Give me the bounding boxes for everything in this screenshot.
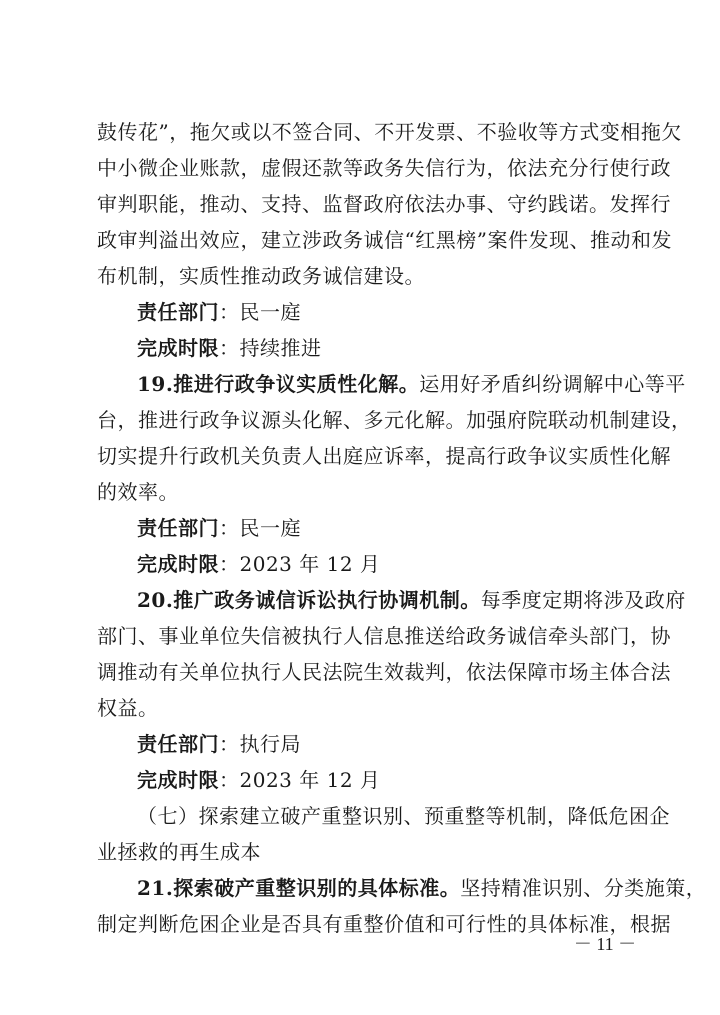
responsible-dept-value: ：执行局 bbox=[219, 732, 301, 756]
paragraph-line: 制定判断危困企业是否具有重整价值和可行性的具体标准，根据 bbox=[97, 912, 671, 936]
paragraph-line: 部门、事业单位失信被执行人信息推送给政务诚信牵头部门，协 bbox=[97, 624, 671, 648]
responsible-dept-label: 责任部门 bbox=[137, 516, 219, 540]
item-20-heading: 20.推广政务诚信诉讼执行协调机制。 bbox=[137, 588, 481, 612]
paragraph-line: 政审判溢出效应，建立涉政务诚信“红黑榜”案件发现、推动和发 bbox=[97, 228, 672, 252]
section-heading: （七）探索建立破产重整识别、预重整等机制，降低危困企 bbox=[137, 804, 670, 828]
item-21-text: 坚持精准识别、分类施策， bbox=[460, 876, 707, 900]
paragraph-line: 鼓传花”，拖欠或以不签合同、不开发票、不验收等方式变相拖欠 bbox=[97, 120, 682, 144]
deadline-value: ：持续推进 bbox=[219, 336, 322, 360]
paragraph-line: 的效率。 bbox=[97, 480, 179, 504]
paragraph-line: 台，推进行政争议源头化解、多元化解。加强府院联动机制建设， bbox=[97, 408, 692, 432]
deadline-value: ：2023 年 12 月 bbox=[219, 768, 381, 792]
deadline-line bbox=[137, 547, 637, 581]
section-heading: 业拯救的再生成本 bbox=[97, 840, 261, 864]
responsible-dept-value: ：民一庭 bbox=[219, 300, 301, 324]
responsible-dept-line bbox=[137, 295, 637, 329]
item-20-heading-line bbox=[137, 583, 686, 617]
paragraph-line: 中小微企业账款，虚假还款等政务失信行为，依法充分行使行政 bbox=[97, 156, 671, 180]
responsible-dept-value: ：民一庭 bbox=[219, 516, 301, 540]
paragraph-line: 审判职能，推动、支持、监督政府依法办事、守约践诺。发挥行 bbox=[97, 192, 671, 216]
item-19-text: 运用好矛盾纠纷调解中心等平 bbox=[419, 372, 686, 396]
responsible-dept-line bbox=[137, 727, 637, 761]
responsible-dept-label: 责任部门 bbox=[137, 732, 219, 756]
deadline-line bbox=[137, 763, 637, 797]
item-21-heading-line bbox=[137, 871, 707, 905]
responsible-dept-label: 责任部门 bbox=[137, 300, 219, 324]
item-20-text: 每季度定期将涉及政府 bbox=[480, 588, 686, 612]
paragraph-line: 权益。 bbox=[97, 696, 159, 720]
paragraph-line: 布机制，实质性推动政务诚信建设。 bbox=[97, 264, 425, 288]
deadline-value: ：2023 年 12 月 bbox=[219, 552, 381, 576]
deadline-label: 完成时限 bbox=[137, 552, 219, 576]
deadline-line bbox=[137, 331, 637, 365]
deadline-label: 完成时限 bbox=[137, 336, 219, 360]
item-19-heading-line bbox=[137, 367, 686, 401]
responsible-dept-line bbox=[137, 511, 637, 545]
deadline-label: 完成时限 bbox=[137, 768, 219, 792]
item-19-heading: 19.推进行政争议实质性化解。 bbox=[137, 372, 420, 396]
paragraph-line: 切实提升行政机关负责人出庭应诉率，提高行政争议实质性化解 bbox=[97, 444, 671, 468]
page-number: － 11 － bbox=[573, 934, 637, 954]
item-21-heading: 21.探索破产重整识别的具体标准。 bbox=[137, 876, 461, 900]
paragraph-line: 调推动有关单位执行人民法院生效裁判，依法保障市场主体合法 bbox=[97, 660, 671, 684]
